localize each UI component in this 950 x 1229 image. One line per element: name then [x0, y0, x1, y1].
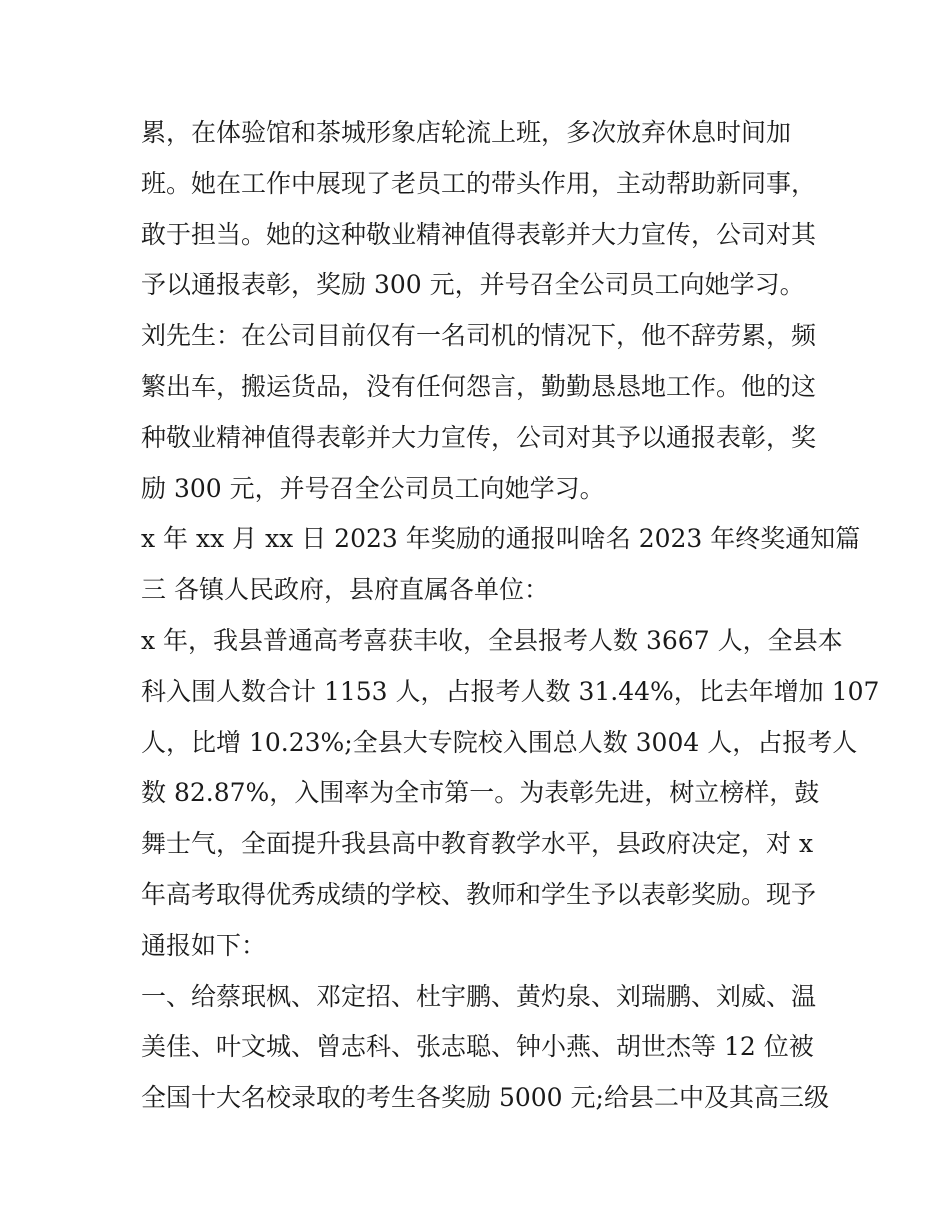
text-line: 通报如下： [141, 930, 267, 960]
text-line: 班。她在工作中展现了老员工的带头作用，主动帮助新同事， [141, 168, 817, 198]
text-line: 予以通报表彰，奖励 300 元，并号召全公司员工向她学习。 [141, 270, 805, 300]
text-line: 数 82.87%，入围率为全市第一。为表彰先进，树立榜样，鼓 [141, 778, 820, 808]
text-line: 一、给蔡珉枫、邓定招、杜宇鹏、黄灼泉、刘瑞鹏、刘威、温 [141, 981, 817, 1011]
text-line: 舞士气，全面提升我县高中教育教学水平，县政府决定，对 x [141, 829, 814, 859]
text-line: 全国十大名校录取的考生各奖励 5000 元;给县二中及其高三级 [141, 1083, 829, 1113]
document-body [141, 108, 880, 1124]
text-line: 种敬业精神值得表彰并大力宣传，公司对其予以通报表彰，奖 [141, 422, 817, 452]
text-line: 敢于担当。她的这种敬业精神值得表彰并大力宣传，公司对其 [141, 219, 817, 249]
text-line: 年高考取得优秀成绩的学校、教师和学生予以表彰奖励。现予 [141, 879, 817, 909]
text-line: x 年，我县普通高考喜获丰收，全县报考人数 3667 人，全县本 [141, 625, 843, 655]
text-line: x 年 xx 月 xx 日 2023 年奖励的通报叫啥名 2023 年终奖通知篇 [141, 524, 861, 554]
text-line: 科入围人数合计 1153 人，占报考人数 31.44%，比去年增加 107 [141, 676, 880, 706]
text-line: 励 300 元，并号召全公司员工向她学习。 [141, 473, 605, 503]
text-line: 三 各镇人民政府，县府直属各单位： [141, 575, 549, 605]
text-line: 美佳、叶文城、曾志科、张志聪、钟小燕、胡世杰等 12 位被 [141, 1032, 814, 1062]
text-line: 繁出车，搬运货品，没有任何怨言，勤勤恳恳地工作。他的这 [141, 371, 817, 401]
text-line: 刘先生：在公司目前仅有一名司机的情况下，他不辞劳累，频 [141, 321, 817, 351]
text-line: 人，比增 10.23%;全县大专院校入围总人数 3004 人，占报考人 [141, 727, 858, 757]
text-line: 累，在体验馆和茶城形象店轮流上班，多次放弃休息时间加 [141, 118, 792, 147]
